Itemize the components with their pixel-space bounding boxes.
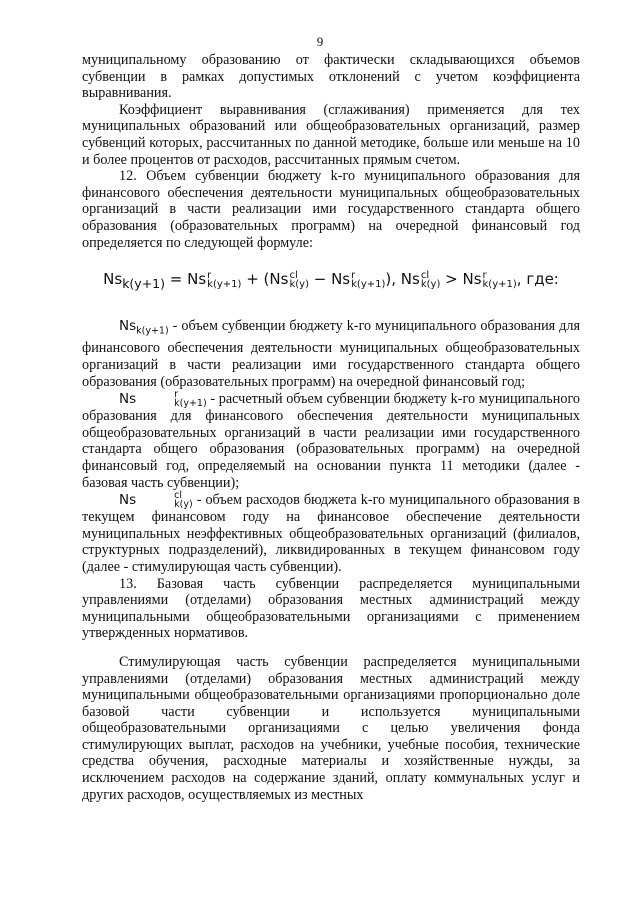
formula-term-ns-cl: Ns cl k(y)	[269, 269, 309, 290]
document-body	[82, 52, 580, 803]
paragraph-12: 12. Объем субвенции бюджету k-го муниципального образования для финансового обеспечения деятельности муниципальных общеобразовательных организаций в части реализации ими государственного стандарта общего образования (образовательных программ) на очередной финансовый год определяется по следующей формуле:	[82, 168, 580, 251]
formula-term-ns-r-2: Ns r k(y+1)	[331, 269, 386, 290]
symbol-ns-next: $Ns_{k(y+1)}$	[119, 318, 169, 337]
formula-term-ns-r: Ns r k(y+1)	[187, 269, 242, 290]
definition-ns-cl: Ns cl k(y) - объем расходов бюджета k-го муниципального образования в текущем финансовом году на финансовое обеспечение деятельности муниципальных неэффективных общеобразовательных организаций (филиалов, структурных подразделений), ликвидированных в текущем финансовом году (далее - стимулирующая часть субвенции).	[82, 490, 580, 575]
formula-term-ns-cl-2: Ns cl k(y)	[400, 269, 441, 290]
paragraph-coefficient: Коэффициент выравнивания (сглаживания) применяется для тех муниципальных образований или общеобразовательных организаций, размер субвенций которых, рассчитанных по данной методике, больше или меньше на 10 и более процентов от расходов, рассчитанных прямым счетом.	[82, 101, 580, 168]
paragraph-13: 13. Базовая часть субвенции распределяется муниципальными управлениями (отделами) образования местных администраций между муниципальными общеобразовательными организациями с применением утвержденных нормативов.	[82, 575, 580, 642]
formula-term-ns-r-3: Ns r k(y+1)	[462, 269, 517, 290]
symbol-ns-r: Ns r k(y+1)	[119, 389, 207, 410]
definition-ns-r: Ns r k(y+1) - расчетный объем субвенции бюджету k-го муниципального образования для финансового обеспечения деятельности муниципальных общеобразовательных организаций в части реализации ими государственного стандарта общего образования (образовательных программ) на очередной финансовый год, определяемый на основании пункта 11 методики (далее - базовая часть субвенции);	[82, 389, 580, 491]
subvention-formula: $Ns_{k(y+1)} = Ns$ r k(y+1) + (Ns cl k(y) − Ns r k(y+1) ), Ns cl k(y) > Ns r k(y+1) , где:	[103, 269, 559, 292]
definition-ns-next: $Ns_{k(y+1)}$ - объем субвенции бюджету k-го муниципального образования для финансового обеспечения деятельности муниципальных общеобразовательных организаций в части реализации ими государственного стандарта общего образования (образовательных программ) на очередной финансовый год;	[82, 318, 580, 390]
paragraph-continuation: муниципальному образованию от фактически складывающихся объемов субвенции в рамках допустимых отклонений с учетом коэффициента выравнивания.	[82, 52, 580, 102]
paragraph-stimulating: Стимулирующая часть субвенции распределяется муниципальными управлениями (отделами) образования местных администраций между муниципальными общеобразовательными организациями пропорционально доле базовой части субвенции и используется муниципальными общеобразовательными организациями с целью увеличения фонда стимулирующих выплат, расходов на учебники, учебные пособия, технические средства обучения, расходные материалы и хозяйственные нужды, за исключением расходов на содержание зданий, оплату коммунальных услуг и других расходов, осуществляемых из местных	[82, 653, 580, 803]
formula-term-ns-next: $Ns_{k(y+1)}$	[103, 270, 166, 292]
page-number: 9	[316, 34, 324, 49]
symbol-ns-cl: Ns cl k(y)	[119, 490, 193, 511]
